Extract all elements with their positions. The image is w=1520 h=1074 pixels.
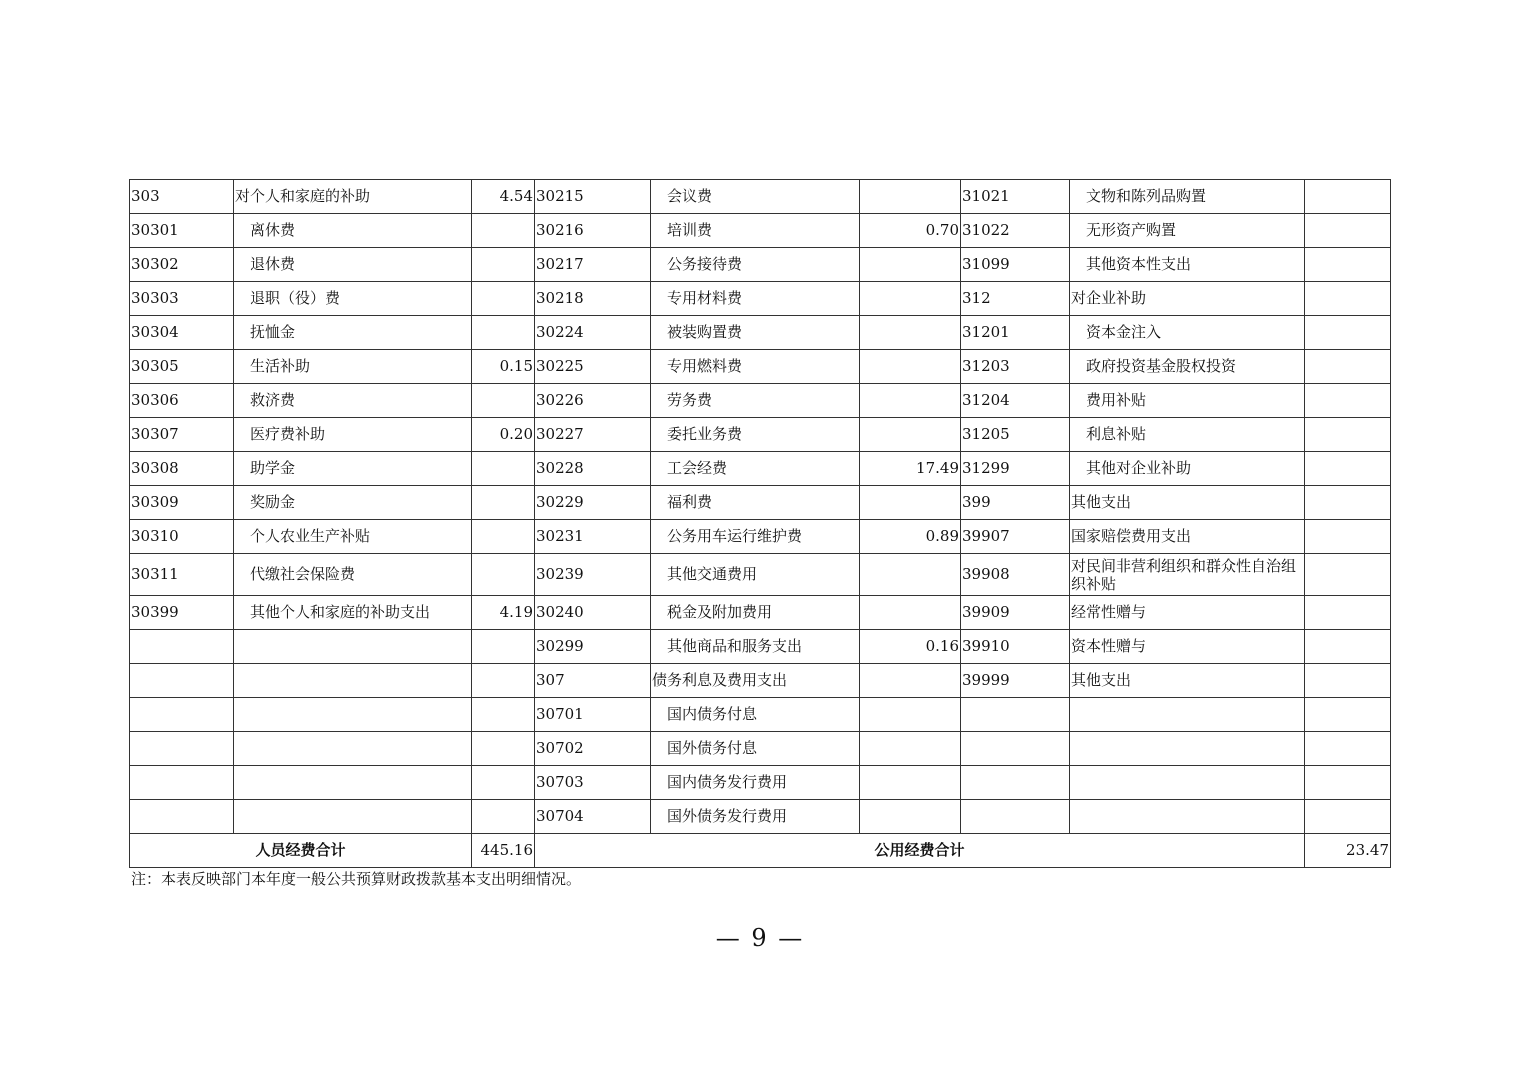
capital-item-name: 无形资产购置 <box>1070 214 1305 248</box>
public-item-code: 30215 <box>535 180 651 214</box>
capital-item-amount <box>1305 698 1391 732</box>
capital-item-code <box>961 800 1070 834</box>
table-row <box>130 350 1391 384</box>
capital-item-amount <box>1305 630 1391 664</box>
public-item-code: 30701 <box>535 698 651 732</box>
public-item-code: 30217 <box>535 248 651 282</box>
capital-item-code: 31205 <box>961 418 1070 452</box>
public-item-code: 30218 <box>535 282 651 316</box>
table-totals <box>130 834 1391 868</box>
personnel-item-amount <box>472 732 535 766</box>
public-item-code: 30225 <box>535 350 651 384</box>
public-item-name: 被装购置费 <box>651 316 860 350</box>
capital-item-amount <box>1305 248 1391 282</box>
capital-item-amount <box>1305 486 1391 520</box>
capital-item-code <box>961 766 1070 800</box>
capital-item-code <box>961 732 1070 766</box>
public-item-name: 培训费 <box>651 214 860 248</box>
table-row <box>130 214 1391 248</box>
basic-expenditure-detail-table <box>129 179 1391 868</box>
capital-item-name <box>1070 698 1305 732</box>
personnel-item-code <box>130 698 234 732</box>
personnel-item-name: 对个人和家庭的补助 <box>234 180 472 214</box>
capital-item-name: 利息补贴 <box>1070 418 1305 452</box>
personnel-item-name: 其他个人和家庭的补助支出 <box>234 596 472 630</box>
personnel-item-name <box>234 664 472 698</box>
public-item-amount: 0.70 <box>860 214 961 248</box>
table-row <box>130 282 1391 316</box>
capital-item-name: 其他资本性支出 <box>1070 248 1305 282</box>
capital-item-amount <box>1305 554 1391 596</box>
personnel-item-amount <box>472 766 535 800</box>
public-item-name: 债务利息及费用支出 <box>651 664 860 698</box>
public-item-amount <box>860 384 961 418</box>
capital-item-amount <box>1305 664 1391 698</box>
public-item-amount <box>860 180 961 214</box>
personnel-item-code: 30301 <box>130 214 234 248</box>
capital-item-name: 资本性赠与 <box>1070 630 1305 664</box>
capital-item-code: 39907 <box>961 520 1070 554</box>
public-item-code: 30299 <box>535 630 651 664</box>
public-item-code: 30224 <box>535 316 651 350</box>
capital-item-amount <box>1305 732 1391 766</box>
table-note: 注：本表反映部门本年度一般公共预算财政拨款基本支出明细情况。 <box>131 870 582 888</box>
personnel-item-code <box>130 766 234 800</box>
public-item-amount <box>860 800 961 834</box>
personnel-item-name: 退职（役）费 <box>234 282 472 316</box>
capital-item-code: 31099 <box>961 248 1070 282</box>
capital-item-code: 31201 <box>961 316 1070 350</box>
personnel-item-name: 代缴社会保险费 <box>234 554 472 596</box>
personnel-item-name: 生活补助 <box>234 350 472 384</box>
page-number: — 9 — <box>715 924 805 952</box>
table-row <box>130 766 1391 800</box>
personnel-item-amount <box>472 316 535 350</box>
public-item-amount <box>860 554 961 596</box>
capital-item-amount <box>1305 282 1391 316</box>
personnel-item-amount: 4.54 <box>472 180 535 214</box>
personnel-item-code: 30306 <box>130 384 234 418</box>
public-item-amount <box>860 486 961 520</box>
public-item-name: 其他交通费用 <box>651 554 860 596</box>
public-item-name: 福利费 <box>651 486 860 520</box>
capital-item-name: 其他对企业补助 <box>1070 452 1305 486</box>
public-item-name: 工会经费 <box>651 452 860 486</box>
public-item-amount: 0.16 <box>860 630 961 664</box>
personnel-item-amount <box>472 630 535 664</box>
capital-item-amount <box>1305 800 1391 834</box>
capital-item-code: 31299 <box>961 452 1070 486</box>
public-item-amount <box>860 766 961 800</box>
personnel-total-label: 人员经费合计 <box>130 834 472 868</box>
personnel-total-amount: 445.16 <box>472 834 535 868</box>
personnel-item-code <box>130 800 234 834</box>
public-item-code: 30226 <box>535 384 651 418</box>
totals-row <box>130 834 1391 868</box>
personnel-item-amount: 0.20 <box>472 418 535 452</box>
personnel-item-code: 30311 <box>130 554 234 596</box>
personnel-item-name: 退休费 <box>234 248 472 282</box>
personnel-item-code: 30303 <box>130 282 234 316</box>
personnel-item-amount <box>472 248 535 282</box>
personnel-item-code: 30302 <box>130 248 234 282</box>
personnel-item-code: 30305 <box>130 350 234 384</box>
capital-item-name <box>1070 800 1305 834</box>
personnel-item-amount <box>472 698 535 732</box>
capital-item-amount <box>1305 350 1391 384</box>
capital-item-name: 政府投资基金股权投资 <box>1070 350 1305 384</box>
personnel-item-amount <box>472 520 535 554</box>
personnel-item-amount <box>472 486 535 520</box>
public-item-amount: 0.89 <box>860 520 961 554</box>
personnel-item-code <box>130 732 234 766</box>
public-total-amount: 23.47 <box>1305 834 1391 868</box>
table-row <box>130 664 1391 698</box>
table-row <box>130 316 1391 350</box>
public-item-name: 专用材料费 <box>651 282 860 316</box>
capital-item-code <box>961 698 1070 732</box>
capital-item-code: 312 <box>961 282 1070 316</box>
public-item-code: 30703 <box>535 766 651 800</box>
public-item-amount: 17.49 <box>860 452 961 486</box>
public-item-amount <box>860 282 961 316</box>
personnel-item-amount <box>472 800 535 834</box>
public-item-code: 30227 <box>535 418 651 452</box>
public-item-code: 307 <box>535 664 651 698</box>
personnel-item-code: 30304 <box>130 316 234 350</box>
capital-item-amount <box>1305 766 1391 800</box>
personnel-item-amount: 4.19 <box>472 596 535 630</box>
capital-item-amount <box>1305 452 1391 486</box>
table-row <box>130 418 1391 452</box>
personnel-item-name <box>234 732 472 766</box>
table-row <box>130 698 1391 732</box>
personnel-item-amount <box>472 452 535 486</box>
capital-item-name: 其他支出 <box>1070 664 1305 698</box>
personnel-item-code: 30399 <box>130 596 234 630</box>
public-item-amount <box>860 418 961 452</box>
public-item-code: 30239 <box>535 554 651 596</box>
capital-item-name: 对企业补助 <box>1070 282 1305 316</box>
capital-item-name <box>1070 732 1305 766</box>
public-total-label: 公用经费合计 <box>535 834 1305 868</box>
capital-item-name: 文物和陈列品购置 <box>1070 180 1305 214</box>
personnel-item-name: 个人农业生产补贴 <box>234 520 472 554</box>
personnel-item-name: 医疗费补助 <box>234 418 472 452</box>
capital-item-code: 39999 <box>961 664 1070 698</box>
public-item-name: 委托业务费 <box>651 418 860 452</box>
table-row <box>130 596 1391 630</box>
public-item-name: 国外债务付息 <box>651 732 860 766</box>
capital-item-code: 31021 <box>961 180 1070 214</box>
public-item-name: 劳务费 <box>651 384 860 418</box>
public-item-name: 公务接待费 <box>651 248 860 282</box>
personnel-item-code <box>130 664 234 698</box>
capital-item-code: 399 <box>961 486 1070 520</box>
public-item-name: 国内债务发行费用 <box>651 766 860 800</box>
table-row <box>130 800 1391 834</box>
capital-item-amount <box>1305 214 1391 248</box>
capital-item-code: 31204 <box>961 384 1070 418</box>
personnel-item-amount <box>472 664 535 698</box>
capital-item-name: 资本金注入 <box>1070 316 1305 350</box>
table-row <box>130 486 1391 520</box>
capital-item-code: 39909 <box>961 596 1070 630</box>
expenditure-table-container <box>129 179 1391 868</box>
table-row <box>130 384 1391 418</box>
personnel-item-name: 助学金 <box>234 452 472 486</box>
personnel-item-name <box>234 800 472 834</box>
capital-item-code: 31022 <box>961 214 1070 248</box>
capital-item-amount <box>1305 316 1391 350</box>
personnel-item-code <box>130 630 234 664</box>
public-item-name: 专用燃料费 <box>651 350 860 384</box>
personnel-item-code: 30309 <box>130 486 234 520</box>
capital-item-name: 经常性赠与 <box>1070 596 1305 630</box>
personnel-item-amount <box>472 282 535 316</box>
table-row <box>130 180 1391 214</box>
public-item-code: 30229 <box>535 486 651 520</box>
personnel-item-name <box>234 766 472 800</box>
capital-item-code: 39910 <box>961 630 1070 664</box>
capital-item-name: 其他支出 <box>1070 486 1305 520</box>
capital-item-name <box>1070 766 1305 800</box>
capital-item-amount <box>1305 384 1391 418</box>
personnel-item-name: 抚恤金 <box>234 316 472 350</box>
public-item-amount <box>860 596 961 630</box>
personnel-item-code: 30307 <box>130 418 234 452</box>
table-row <box>130 554 1391 596</box>
table-row <box>130 248 1391 282</box>
public-item-amount <box>860 350 961 384</box>
capital-item-amount <box>1305 180 1391 214</box>
capital-item-amount <box>1305 418 1391 452</box>
table-row <box>130 630 1391 664</box>
capital-item-name: 费用补贴 <box>1070 384 1305 418</box>
personnel-item-name: 离休费 <box>234 214 472 248</box>
personnel-item-amount: 0.15 <box>472 350 535 384</box>
capital-item-amount <box>1305 596 1391 630</box>
public-item-amount <box>860 248 961 282</box>
table-row <box>130 520 1391 554</box>
personnel-item-amount <box>472 214 535 248</box>
public-item-code: 30216 <box>535 214 651 248</box>
public-item-code: 30228 <box>535 452 651 486</box>
personnel-item-code: 303 <box>130 180 234 214</box>
personnel-item-code: 30308 <box>130 452 234 486</box>
table-row <box>130 452 1391 486</box>
public-item-name: 国内债务付息 <box>651 698 860 732</box>
personnel-item-amount <box>472 384 535 418</box>
public-item-code: 30704 <box>535 800 651 834</box>
public-item-name: 国外债务发行费用 <box>651 800 860 834</box>
public-item-name: 公务用车运行维护费 <box>651 520 860 554</box>
personnel-item-amount <box>472 554 535 596</box>
personnel-item-name <box>234 698 472 732</box>
personnel-item-code: 30310 <box>130 520 234 554</box>
public-item-name: 税金及附加费用 <box>651 596 860 630</box>
public-item-amount <box>860 698 961 732</box>
public-item-name: 其他商品和服务支出 <box>651 630 860 664</box>
public-item-name: 会议费 <box>651 180 860 214</box>
public-item-amount <box>860 316 961 350</box>
capital-item-code: 39908 <box>961 554 1070 596</box>
public-item-amount <box>860 664 961 698</box>
public-item-amount <box>860 732 961 766</box>
personnel-item-name <box>234 630 472 664</box>
capital-item-name: 对民间非营利组织和群众性自治组织补贴 <box>1070 554 1305 596</box>
capital-item-amount <box>1305 520 1391 554</box>
public-item-code: 30240 <box>535 596 651 630</box>
capital-item-name: 国家赔偿费用支出 <box>1070 520 1305 554</box>
personnel-item-name: 奖励金 <box>234 486 472 520</box>
table-body <box>130 180 1391 834</box>
capital-item-code: 31203 <box>961 350 1070 384</box>
public-item-code: 30702 <box>535 732 651 766</box>
public-item-code: 30231 <box>535 520 651 554</box>
personnel-item-name: 救济费 <box>234 384 472 418</box>
table-row <box>130 732 1391 766</box>
